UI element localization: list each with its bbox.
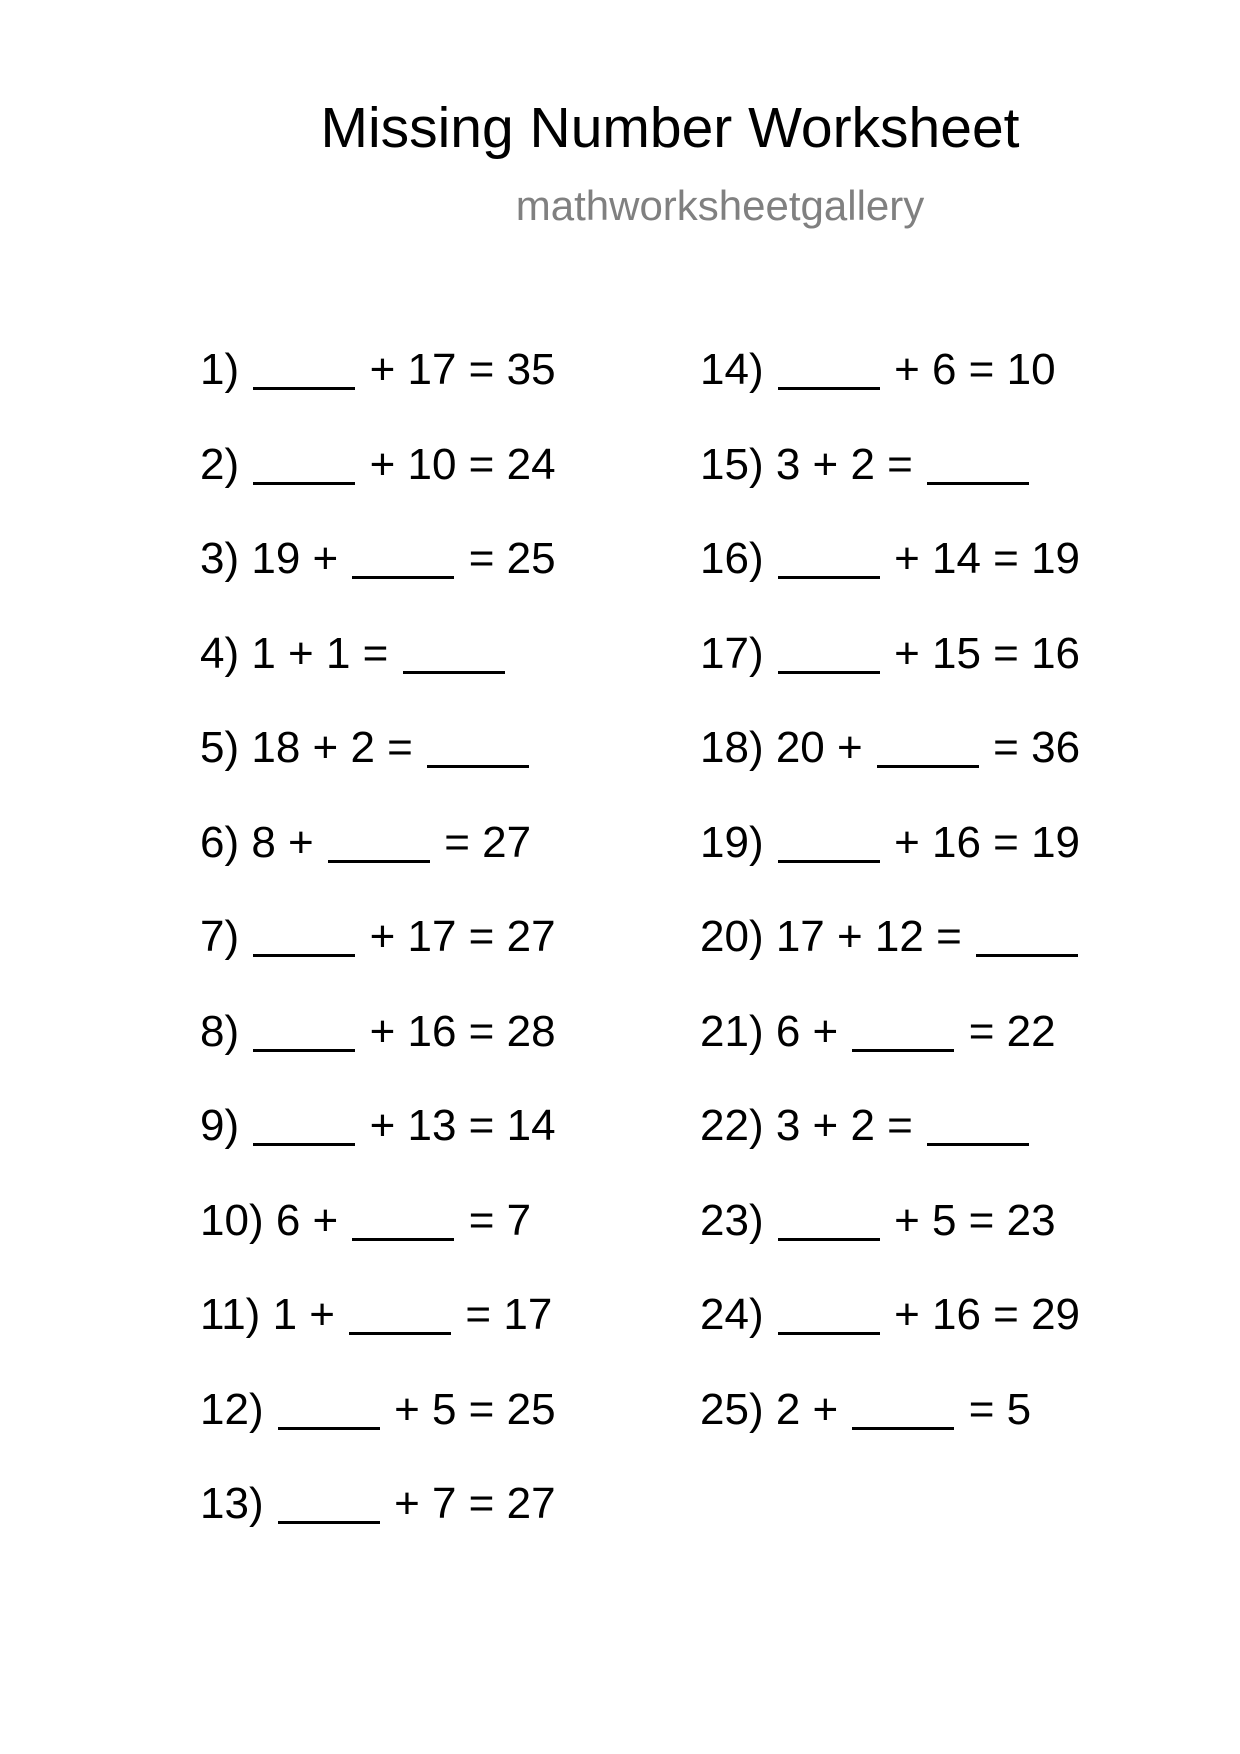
answer-blank[interactable]	[927, 482, 1029, 485]
problem-text-after: + 14 = 19	[894, 534, 1081, 583]
problem-text-after: = 17	[465, 1290, 553, 1339]
problem-number: 22)	[700, 1101, 764, 1150]
problem-item	[700, 912, 1080, 962]
problem-number: 16)	[700, 534, 764, 583]
problem-item	[700, 1290, 1080, 1340]
problem-text-after: = 27	[444, 817, 532, 867]
problem-text-before: 1 +	[272, 1290, 335, 1339]
answer-blank[interactable]	[877, 765, 979, 768]
problem-number: 19)	[700, 817, 764, 867]
problem-number: 8)	[200, 1006, 240, 1056]
problem-item	[200, 912, 556, 962]
problem-text-after: + 13 = 14	[369, 1101, 556, 1150]
problem-text-after: + 5 = 25	[394, 1384, 556, 1434]
problem-text-before: 2 +	[775, 1384, 839, 1434]
problem-item	[700, 723, 1080, 773]
problem-number: 1)	[200, 345, 240, 394]
problem-number: 11)	[200, 1290, 261, 1339]
problem-text-after: + 7 = 27	[394, 1479, 556, 1528]
problem-number: 4)	[200, 628, 240, 678]
problem-item	[700, 534, 1080, 584]
problem-text-after: + 15 = 16	[894, 628, 1081, 678]
problem-number: 15)	[700, 439, 764, 489]
problem-number: 9)	[200, 1101, 240, 1150]
problem-item	[200, 1196, 531, 1246]
problem-item	[200, 1007, 556, 1057]
problem-text-before: 19 +	[251, 534, 339, 583]
problem-text-before: 17 + 12 =	[775, 912, 962, 961]
answer-blank[interactable]	[352, 576, 454, 579]
problem-number: 6)	[200, 817, 240, 867]
problem-item	[200, 1385, 556, 1435]
answer-blank[interactable]	[253, 482, 355, 485]
problem-number: 23)	[700, 1195, 764, 1245]
answer-blank[interactable]	[349, 1332, 451, 1335]
answer-blank[interactable]	[278, 1427, 380, 1430]
answer-blank[interactable]	[778, 1332, 880, 1335]
problem-item	[700, 818, 1080, 868]
answer-blank[interactable]	[403, 671, 505, 674]
problem-text-after: + 17 = 27	[369, 912, 556, 961]
problem-text-before: 3 + 2 =	[775, 439, 913, 489]
worksheet-title: Missing Number Worksheet	[320, 96, 1020, 160]
worksheet-subtitle: mathworksheetgallery	[515, 182, 925, 229]
answer-blank[interactable]	[852, 1427, 954, 1430]
answer-blank[interactable]	[427, 765, 529, 768]
problem-number: 10)	[200, 1195, 264, 1245]
problem-text-before: 20 +	[775, 723, 863, 772]
problem-item	[200, 1479, 556, 1529]
problem-number: 3)	[200, 534, 240, 583]
answer-blank[interactable]	[253, 1049, 355, 1052]
problem-number: 14)	[700, 345, 764, 394]
problem-number: 7)	[200, 912, 240, 961]
problem-item	[200, 1101, 556, 1151]
problem-text-after: + 16 = 19	[894, 817, 1081, 867]
answer-blank[interactable]	[927, 1143, 1029, 1146]
problem-item	[700, 440, 1031, 490]
answer-blank[interactable]	[253, 954, 355, 957]
problem-text-after: = 36	[993, 723, 1081, 772]
problem-number: 12)	[200, 1384, 264, 1434]
problem-text-before: 1 + 1 =	[251, 628, 389, 678]
problem-item	[700, 345, 1056, 395]
problem-item	[200, 1290, 552, 1340]
problem-text-after: + 16 = 28	[369, 1006, 556, 1056]
problem-number: 5)	[200, 723, 240, 772]
problem-number: 24)	[700, 1290, 764, 1339]
problem-item	[700, 1101, 1031, 1151]
problem-number: 25)	[700, 1384, 764, 1434]
answer-blank[interactable]	[253, 1143, 355, 1146]
problem-number: 2)	[200, 439, 240, 489]
answer-blank[interactable]	[778, 576, 880, 579]
problem-item	[200, 345, 556, 395]
answer-blank[interactable]	[778, 1238, 880, 1241]
answer-blank[interactable]	[976, 954, 1078, 957]
problem-text-after: = 25	[468, 534, 556, 583]
problem-number: 13)	[200, 1479, 264, 1528]
problem-item	[700, 629, 1080, 679]
problem-text-before: 3 + 2 =	[775, 1101, 913, 1150]
problem-text-after: = 7	[468, 1195, 532, 1245]
problem-text-after: + 6 = 10	[894, 345, 1056, 394]
problem-item	[200, 818, 531, 868]
problem-item	[200, 629, 507, 679]
problem-item	[700, 1385, 1031, 1435]
problem-item	[700, 1196, 1056, 1246]
problem-text-after: + 10 = 24	[369, 439, 556, 489]
answer-blank[interactable]	[778, 387, 880, 390]
problem-text-before: 6 +	[275, 1195, 339, 1245]
answer-blank[interactable]	[253, 387, 355, 390]
problem-number: 20)	[700, 912, 764, 961]
problem-number: 18)	[700, 723, 764, 772]
answer-blank[interactable]	[778, 671, 880, 674]
problem-item	[200, 440, 556, 490]
answer-blank[interactable]	[328, 860, 430, 863]
problem-text-after: = 5	[968, 1384, 1032, 1434]
answer-blank[interactable]	[278, 1521, 380, 1524]
problem-text-before: 8 +	[251, 817, 314, 867]
problem-item	[200, 534, 556, 584]
problem-item	[700, 1007, 1056, 1057]
problem-number: 21)	[700, 1006, 764, 1056]
problem-text-before: 6 +	[775, 1006, 839, 1056]
problem-item	[200, 723, 531, 773]
problem-text-after: + 16 = 29	[894, 1290, 1081, 1339]
answer-blank[interactable]	[778, 860, 880, 863]
problem-number: 17)	[700, 628, 764, 678]
problem-text-after: + 17 = 35	[369, 345, 556, 394]
answer-blank[interactable]	[352, 1238, 454, 1241]
problem-text-before: 18 + 2 =	[251, 723, 413, 772]
answer-blank[interactable]	[852, 1049, 954, 1052]
problem-text-after: + 5 = 23	[894, 1195, 1056, 1245]
problem-text-after: = 22	[968, 1006, 1056, 1056]
